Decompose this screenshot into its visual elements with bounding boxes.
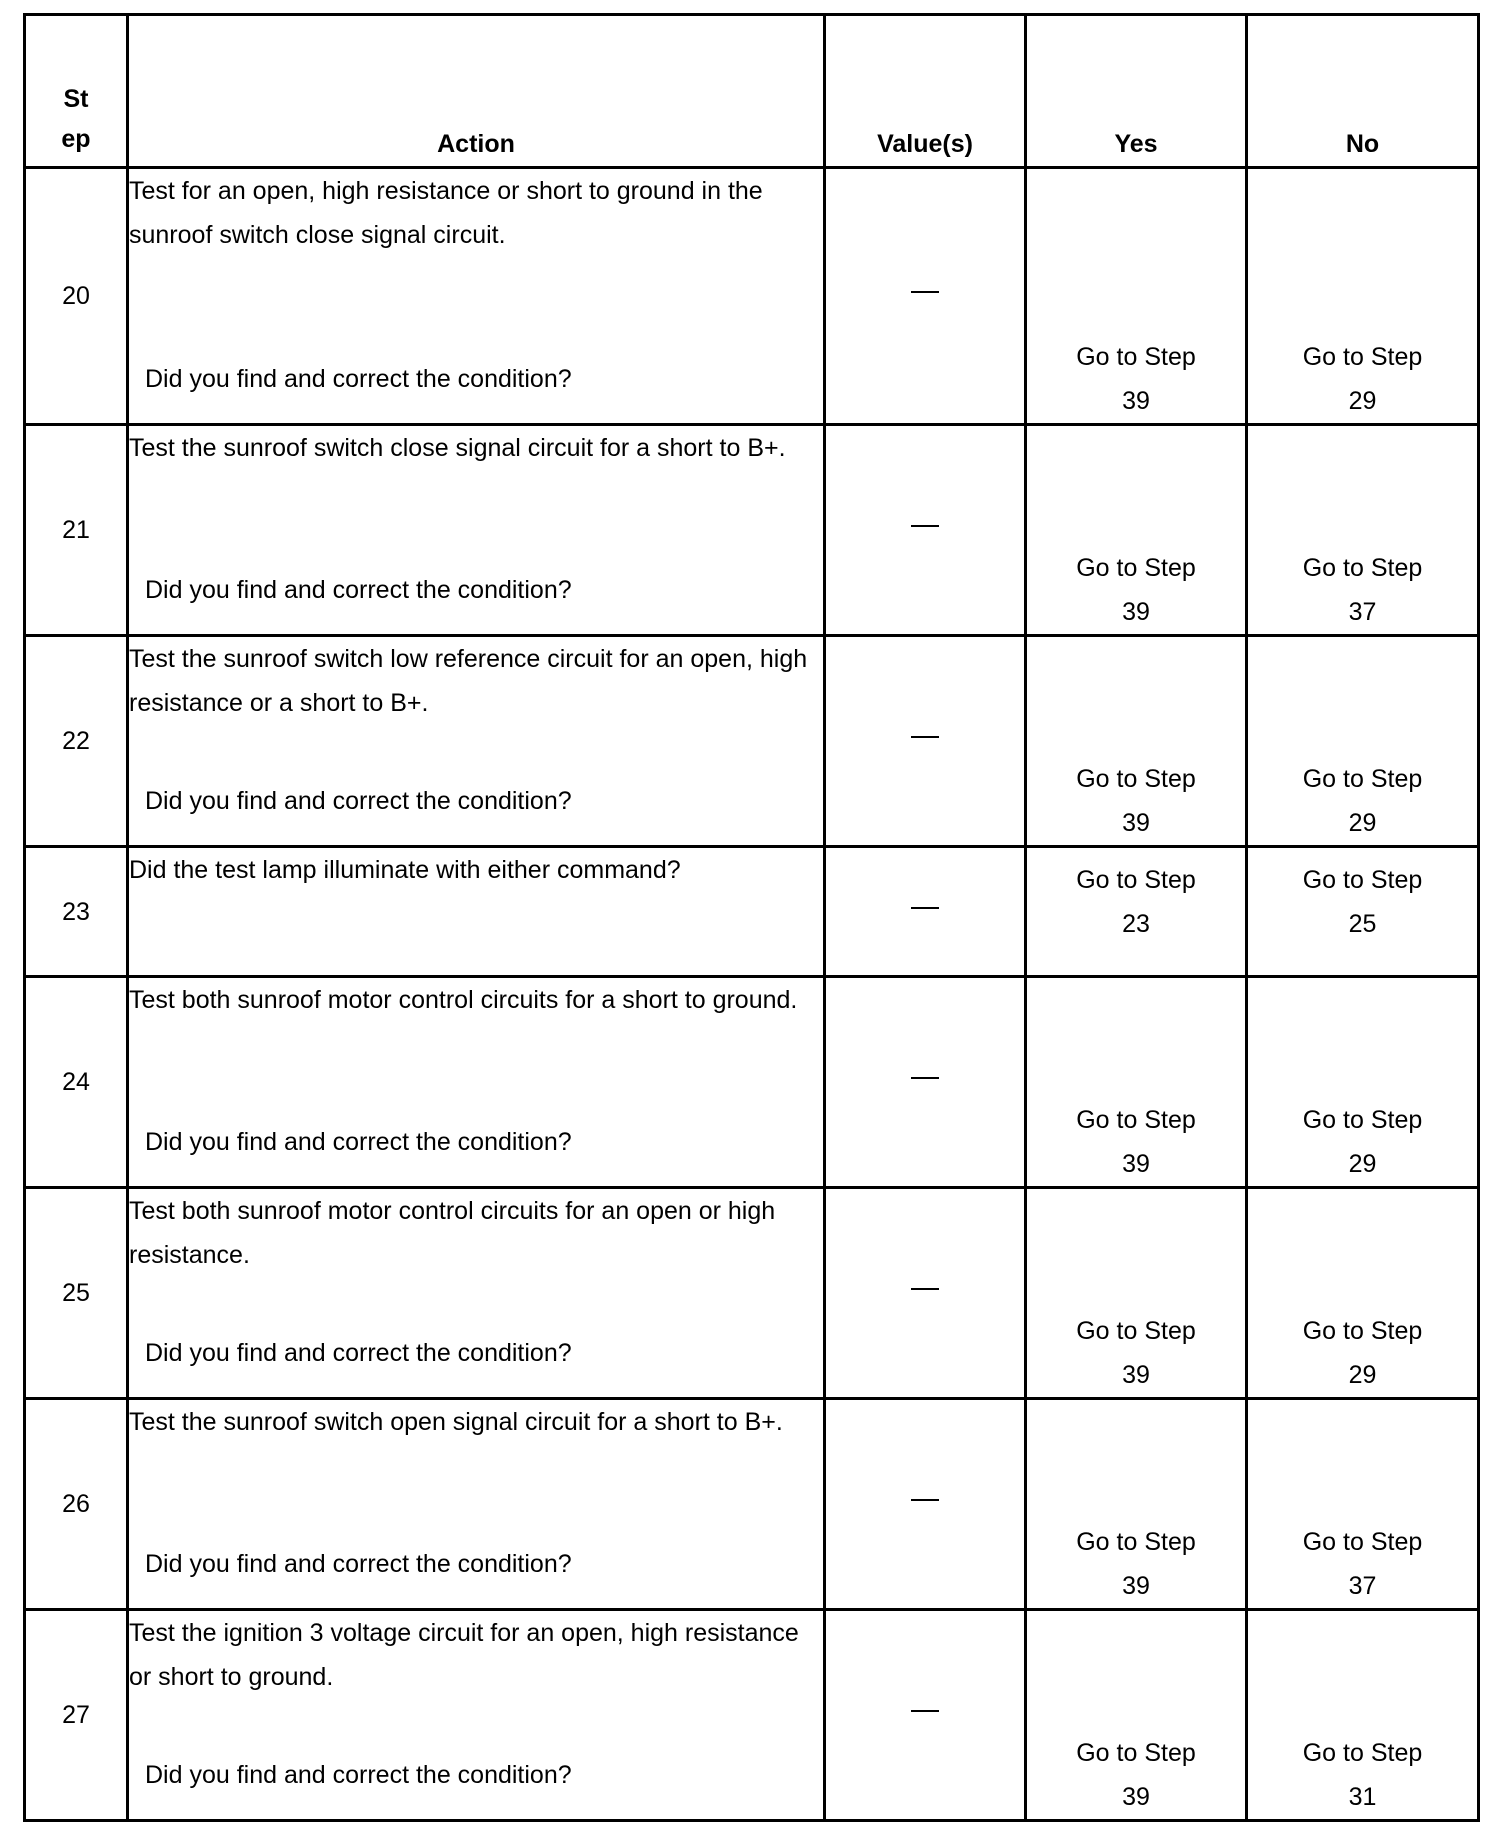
- yes-cell: [1026, 1188, 1247, 1399]
- action-question: Did you find and correct the condition?: [145, 1128, 572, 1156]
- yes-cell: [1026, 168, 1247, 425]
- table-row: [25, 636, 1479, 847]
- no-cell: [1247, 977, 1479, 1188]
- action-cell: [128, 1399, 825, 1610]
- diagnostic-steps-table: [23, 13, 1480, 1822]
- no-goto-label: Go to Step: [1302, 1106, 1423, 1134]
- action-question: Did you find and correct the condition?: [145, 787, 572, 815]
- step-number: 27: [25, 1610, 128, 1821]
- value-cell: [825, 1188, 1026, 1399]
- yes-cell: [1026, 1610, 1247, 1821]
- action-cell: [128, 1188, 825, 1399]
- action-text: Test both sunroof motor control circuits for an open or high resistance.: [129, 1197, 776, 1269]
- yes-goto-label: Go to Step: [1076, 1528, 1196, 1556]
- step-number: 23: [25, 847, 128, 977]
- action-text: Test the sunroof switch close signal circuit for a short to B+.: [129, 434, 786, 462]
- no-goto-step: 29: [1348, 1361, 1377, 1389]
- value-dash: [911, 291, 939, 293]
- yes-goto-label: Go to Step: [1076, 1739, 1196, 1767]
- action-text: Test the sunroof switch open signal circuit for a short to B+.: [129, 1408, 783, 1436]
- yes-cell: [1026, 425, 1247, 636]
- value-dash: [911, 525, 939, 527]
- action-text: Did the test lamp illuminate with either command?: [129, 856, 681, 884]
- yes-cell: [1026, 1399, 1247, 1610]
- action-cell: [128, 977, 825, 1188]
- step-number: 24: [25, 977, 128, 1188]
- header-step: [25, 15, 128, 168]
- yes-goto-label: Go to Step: [1076, 866, 1196, 894]
- action-text: Test both sunroof motor control circuits for a short to ground.: [129, 986, 798, 1014]
- value-cell: [825, 1399, 1026, 1610]
- no-cell: [1247, 636, 1479, 847]
- no-goto-label: Go to Step: [1302, 1739, 1423, 1767]
- no-cell: [1247, 425, 1479, 636]
- no-cell: [1247, 1610, 1479, 1821]
- yes-goto-step: 39: [1122, 1572, 1150, 1600]
- header-value: Value(s): [825, 15, 1026, 168]
- header-step-line2: ep: [61, 125, 91, 153]
- header-no: No: [1247, 15, 1479, 168]
- no-goto-step: 25: [1348, 910, 1377, 938]
- table-header-row: [25, 15, 1479, 168]
- table-row: [25, 977, 1479, 1188]
- step-number: 22: [25, 636, 128, 847]
- no-goto-label: Go to Step: [1302, 1528, 1423, 1556]
- yes-goto-label: Go to Step: [1076, 1106, 1196, 1134]
- no-cell: [1247, 847, 1479, 977]
- value-cell: [825, 425, 1026, 636]
- action-cell: [128, 425, 825, 636]
- no-goto-step: 29: [1348, 1150, 1377, 1178]
- yes-cell: [1026, 847, 1247, 977]
- yes-goto-step: 39: [1122, 1361, 1150, 1389]
- yes-goto-step: 39: [1122, 1783, 1150, 1811]
- value-dash: [911, 1499, 939, 1501]
- step-number: 20: [25, 168, 128, 425]
- table-row: [25, 1610, 1479, 1821]
- yes-goto-step: 39: [1122, 387, 1150, 415]
- value-cell: [825, 1610, 1026, 1821]
- value-dash: [911, 736, 939, 738]
- table-row: [25, 1188, 1479, 1399]
- no-goto-step: 29: [1348, 387, 1377, 415]
- yes-goto-label: Go to Step: [1076, 343, 1196, 371]
- yes-cell: [1026, 636, 1247, 847]
- yes-cell: [1026, 977, 1247, 1188]
- no-goto-label: Go to Step: [1302, 554, 1423, 582]
- no-goto-step: 37: [1348, 1572, 1377, 1600]
- no-cell: [1247, 1188, 1479, 1399]
- yes-goto-label: Go to Step: [1076, 1317, 1196, 1345]
- yes-goto-step: 39: [1122, 598, 1150, 626]
- table-row: [25, 168, 1479, 425]
- value-cell: [825, 977, 1026, 1188]
- value-dash: [911, 907, 939, 909]
- action-question: Did you find and correct the condition?: [145, 365, 572, 393]
- yes-goto-step: 23: [1122, 910, 1150, 938]
- no-goto-label: Go to Step: [1302, 765, 1423, 793]
- action-cell: [128, 847, 825, 977]
- action-question: Did you find and correct the condition?: [145, 1550, 572, 1578]
- action-question: Did you find and correct the condition?: [145, 1761, 572, 1789]
- value-cell: [825, 636, 1026, 847]
- yes-goto-step: 39: [1122, 809, 1150, 837]
- no-goto-label: Go to Step: [1302, 1317, 1423, 1345]
- no-cell: [1247, 168, 1479, 425]
- yes-goto-step: 39: [1122, 1150, 1150, 1178]
- table-row: [25, 1399, 1479, 1610]
- table-row: [25, 847, 1479, 977]
- action-cell: [128, 1610, 825, 1821]
- action-text: Test for an open, high resistance or short to ground in the sunroof switch close signal circuit.: [129, 177, 763, 249]
- action-question: Did you find and correct the condition?: [145, 576, 572, 604]
- no-goto-label: Go to Step: [1302, 343, 1423, 371]
- action-question: Did you find and correct the condition?: [145, 1339, 572, 1367]
- action-cell: [128, 636, 825, 847]
- step-number: 21: [25, 425, 128, 636]
- yes-goto-label: Go to Step: [1076, 765, 1196, 793]
- header-step-line1: St: [63, 85, 89, 113]
- value-dash: [911, 1077, 939, 1079]
- value-cell: [825, 847, 1026, 977]
- value-dash: [911, 1710, 939, 1712]
- no-cell: [1247, 1399, 1479, 1610]
- value-dash: [911, 1288, 939, 1290]
- no-goto-label: Go to Step: [1302, 866, 1423, 894]
- no-goto-step: 37: [1348, 598, 1377, 626]
- step-number: 26: [25, 1399, 128, 1610]
- header-yes: Yes: [1026, 15, 1247, 168]
- value-cell: [825, 168, 1026, 425]
- yes-goto-label: Go to Step: [1076, 554, 1196, 582]
- action-text: Test the ignition 3 voltage circuit for an open, high resistance or short to ground.: [129, 1619, 799, 1691]
- no-goto-step: 31: [1348, 1783, 1377, 1811]
- action-text: Test the sunroof switch low reference circuit for an open, high resistance or a short to B+.: [129, 645, 808, 717]
- action-cell: [128, 168, 825, 425]
- no-goto-step: 29: [1348, 809, 1377, 837]
- header-action: Action: [128, 15, 825, 168]
- table-row: [25, 425, 1479, 636]
- step-number: 25: [25, 1188, 128, 1399]
